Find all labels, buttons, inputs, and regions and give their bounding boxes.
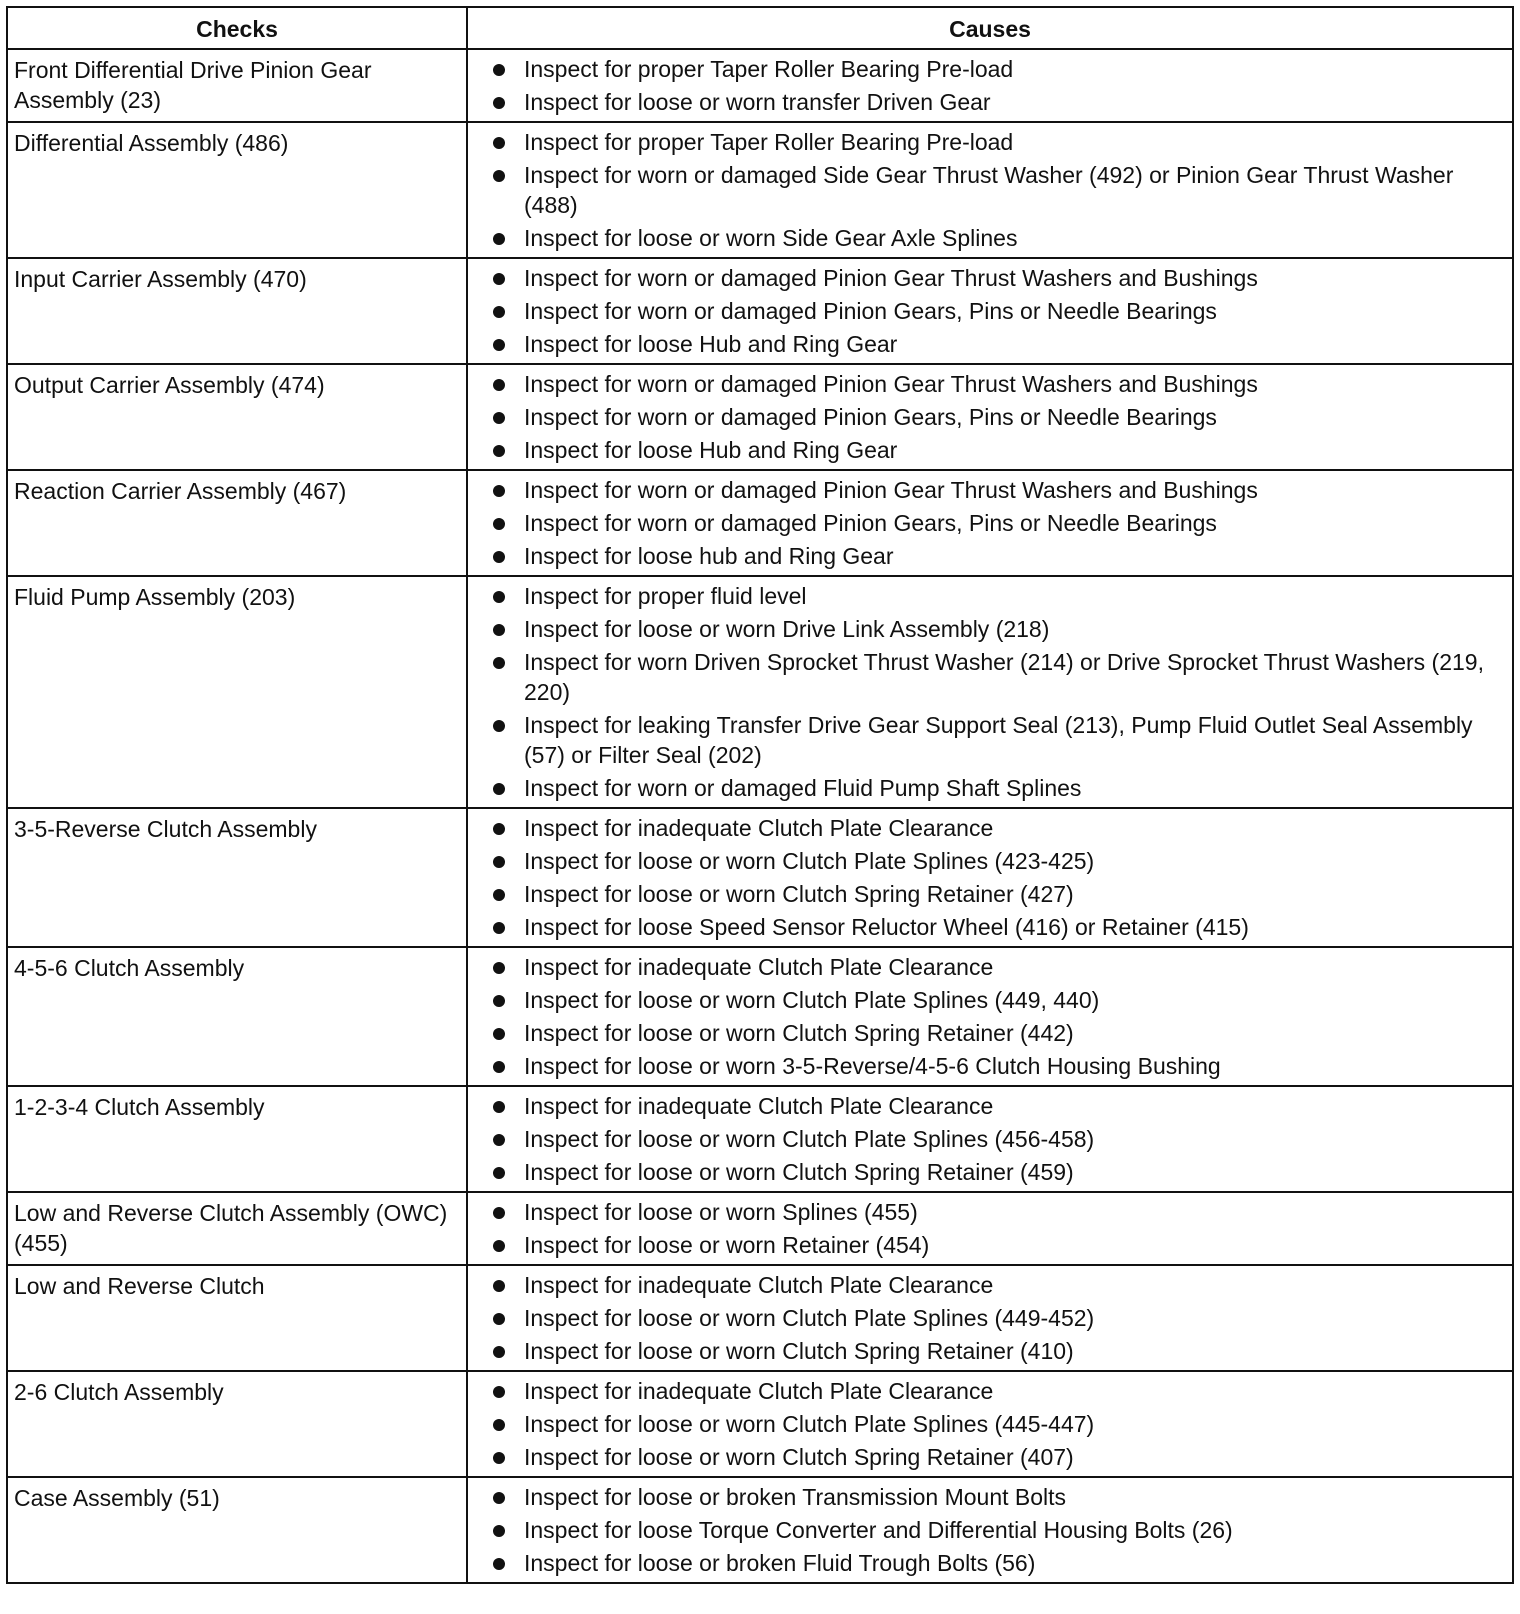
bullet-icon	[493, 518, 505, 530]
cause-item	[490, 581, 1506, 611]
check-cell: Front Differential Drive Pinion Gear Assembly (23)	[7, 49, 467, 122]
cause-item	[490, 223, 1506, 253]
cause-item	[490, 475, 1506, 505]
bullet-icon	[493, 657, 505, 669]
cause-item	[490, 912, 1506, 942]
check-cell: Case Assembly (51)	[7, 1477, 467, 1583]
table-row	[7, 1086, 1513, 1192]
cause-text: Inspect for worn or damaged Pinion Gear Thrust Washers and Bushings	[524, 477, 1258, 503]
check-cell: 2-6 Clutch Assembly	[7, 1371, 467, 1477]
bullet-icon	[493, 1386, 505, 1398]
bullet-icon	[493, 889, 505, 901]
causes-list	[490, 1091, 1506, 1187]
bullet-icon	[493, 551, 505, 563]
cause-item	[490, 1091, 1506, 1121]
cause-text: Inspect for proper fluid level	[524, 583, 807, 609]
table-row	[7, 1371, 1513, 1477]
bullet-icon	[493, 962, 505, 974]
bullet-icon	[493, 1167, 505, 1179]
table-body	[7, 49, 1513, 1583]
bullet-icon	[493, 273, 505, 285]
bullet-icon	[493, 64, 505, 76]
cause-text: Inspect for loose or worn Clutch Spring Retainer (410)	[524, 1338, 1074, 1364]
cause-text: Inspect for worn or damaged Pinion Gears, Pins or Needle Bearings	[524, 404, 1217, 430]
cause-item	[490, 329, 1506, 359]
cause-text: Inspect for inadequate Clutch Plate Clearance	[524, 815, 994, 841]
cause-text: Inspect for loose or worn transfer Driven Gear	[524, 89, 991, 115]
cause-item	[490, 1482, 1506, 1512]
bullet-icon	[493, 856, 505, 868]
cause-text: Inspect for loose or worn Clutch Plate Splines (449, 440)	[524, 987, 1100, 1013]
causes-list	[490, 127, 1506, 253]
cause-item	[490, 1515, 1506, 1545]
bullet-icon	[493, 233, 505, 245]
cause-text: Inspect for loose or worn Clutch Spring Retainer (427)	[524, 881, 1074, 907]
cause-item	[490, 1303, 1506, 1333]
cause-item	[490, 1336, 1506, 1366]
bullet-icon	[493, 445, 505, 457]
bullet-icon	[493, 1028, 505, 1040]
bullet-icon	[493, 591, 505, 603]
cause-text: Inspect for loose or worn Retainer (454)	[524, 1232, 930, 1258]
check-cell: 4-5-6 Clutch Assembly	[7, 947, 467, 1086]
check-cell: 1-2-3-4 Clutch Assembly	[7, 1086, 467, 1192]
check-cell: Low and Reverse Clutch	[7, 1265, 467, 1371]
cause-item	[490, 952, 1506, 982]
cause-text: Inspect for worn or damaged Pinion Gear Thrust Washers and Bushings	[524, 371, 1258, 397]
cause-item	[490, 1548, 1506, 1578]
causes-cell	[467, 258, 1513, 364]
causes-list	[490, 263, 1506, 359]
cause-text: Inspect for worn or damaged Side Gear Thrust Washer (492) or Pinion Gear Thrust Washer (488)	[524, 162, 1454, 218]
cause-text: Inspect for loose Torque Converter and Differential Housing Bolts (26)	[524, 1517, 1233, 1543]
bullet-icon	[493, 1280, 505, 1292]
cause-text: Inspect for leaking Transfer Drive Gear Support Seal (213), Pump Fluid Outlet Seal Assembly (57) or Filter Seal (202)	[524, 712, 1473, 768]
bullet-icon	[493, 823, 505, 835]
causes-cell	[467, 1265, 1513, 1371]
bullet-icon	[493, 1558, 505, 1570]
cause-text: Inspect for proper Taper Roller Bearing Pre-load	[524, 129, 1014, 155]
table-row	[7, 470, 1513, 576]
bullet-icon	[493, 783, 505, 795]
bullet-icon	[493, 1240, 505, 1252]
cause-item	[490, 879, 1506, 909]
causes-cell	[467, 947, 1513, 1086]
bullet-icon	[493, 1313, 505, 1325]
cause-text: Inspect for loose or worn Splines (455)	[524, 1199, 918, 1225]
cause-item	[490, 614, 1506, 644]
cause-item	[490, 508, 1506, 538]
cause-item	[490, 1157, 1506, 1187]
cause-item	[490, 1409, 1506, 1439]
cause-text: Inspect for loose or worn Clutch Spring Retainer (459)	[524, 1159, 1074, 1185]
bullet-icon	[493, 137, 505, 149]
cause-item	[490, 773, 1506, 803]
check-cell: Output Carrier Assembly (474)	[7, 364, 467, 470]
cause-text: Inspect for loose or worn Clutch Spring Retainer (407)	[524, 1444, 1074, 1470]
causes-list	[490, 54, 1506, 117]
cause-text: Inspect for worn or damaged Pinion Gears, Pins or Needle Bearings	[524, 510, 1217, 536]
table-row	[7, 808, 1513, 947]
cause-item	[490, 1376, 1506, 1406]
causes-list	[490, 581, 1506, 803]
causes-cell	[467, 364, 1513, 470]
table-row	[7, 1192, 1513, 1265]
table-row	[7, 258, 1513, 364]
causes-cell	[467, 1086, 1513, 1192]
causes-list	[490, 475, 1506, 571]
header-row	[7, 7, 1513, 49]
bullet-icon	[493, 170, 505, 182]
bullet-icon	[493, 1134, 505, 1146]
check-cell: Low and Reverse Clutch Assembly (OWC) (455)	[7, 1192, 467, 1265]
cause-item	[490, 160, 1506, 220]
bullet-icon	[493, 995, 505, 1007]
bullet-icon	[493, 1525, 505, 1537]
cause-item	[490, 985, 1506, 1015]
bullet-icon	[493, 1207, 505, 1219]
bullet-icon	[493, 485, 505, 497]
check-cell: Differential Assembly (486)	[7, 122, 467, 258]
bullet-icon	[493, 1452, 505, 1464]
causes-cell	[467, 470, 1513, 576]
cause-item	[490, 1270, 1506, 1300]
bullet-icon	[493, 306, 505, 318]
table-row	[7, 364, 1513, 470]
cause-item	[490, 296, 1506, 326]
cause-text: Inspect for loose Hub and Ring Gear	[524, 437, 898, 463]
cause-item	[490, 1124, 1506, 1154]
causes-cell	[467, 122, 1513, 258]
causes-cell	[467, 49, 1513, 122]
bullet-icon	[493, 720, 505, 732]
bullet-icon	[493, 1419, 505, 1431]
header-causes: Causes	[467, 7, 1513, 49]
cause-text: Inspect for loose or worn Clutch Plate Splines (423-425)	[524, 848, 1095, 874]
cause-text: Inspect for loose or worn Drive Link Assembly (218)	[524, 616, 1050, 642]
table-row	[7, 49, 1513, 122]
bullet-icon	[493, 412, 505, 424]
cause-item	[490, 369, 1506, 399]
checks-causes-table	[6, 6, 1514, 1584]
cause-item	[490, 402, 1506, 432]
table-row	[7, 576, 1513, 808]
causes-list	[490, 1197, 1506, 1260]
table-row	[7, 1477, 1513, 1583]
bullet-icon	[493, 379, 505, 391]
cause-text: Inspect for loose or broken Fluid Trough Bolts (56)	[524, 1550, 1036, 1576]
causes-cell	[467, 1371, 1513, 1477]
cause-item	[490, 54, 1506, 84]
bullet-icon	[493, 339, 505, 351]
bullet-icon	[493, 1061, 505, 1073]
bullet-icon	[493, 922, 505, 934]
cause-text: Inspect for loose or worn Clutch Plate Splines (445-447)	[524, 1411, 1095, 1437]
bullet-icon	[493, 1346, 505, 1358]
cause-item	[490, 710, 1506, 770]
cause-text: Inspect for loose or worn Side Gear Axle Splines	[524, 225, 1018, 251]
check-cell: 3-5-Reverse Clutch Assembly	[7, 808, 467, 947]
cause-item	[490, 813, 1506, 843]
causes-cell	[467, 576, 1513, 808]
check-cell: Reaction Carrier Assembly (467)	[7, 470, 467, 576]
header-checks: Checks	[7, 7, 467, 49]
cause-item	[490, 1197, 1506, 1227]
cause-item	[490, 435, 1506, 465]
causes-list	[490, 369, 1506, 465]
table-row	[7, 122, 1513, 258]
bullet-icon	[493, 1101, 505, 1113]
cause-text: Inspect for worn or damaged Fluid Pump Shaft Splines	[524, 775, 1082, 801]
cause-text: Inspect for inadequate Clutch Plate Clearance	[524, 1378, 994, 1404]
check-cell: Input Carrier Assembly (470)	[7, 258, 467, 364]
cause-text: Inspect for worn Driven Sprocket Thrust Washer (214) or Drive Sprocket Thrust Washers (219, 220)	[524, 649, 1484, 705]
cause-item	[490, 541, 1506, 571]
bullet-icon	[493, 1492, 505, 1504]
causes-list	[490, 952, 1506, 1081]
cause-text: Inspect for inadequate Clutch Plate Clearance	[524, 1093, 994, 1119]
causes-cell	[467, 808, 1513, 947]
cause-item	[490, 127, 1506, 157]
cause-item	[490, 1230, 1506, 1260]
cause-text: Inspect for inadequate Clutch Plate Clearance	[524, 954, 994, 980]
cause-text: Inspect for loose or broken Transmission Mount Bolts	[524, 1484, 1067, 1510]
cause-item	[490, 846, 1506, 876]
cause-text: Inspect for worn or damaged Pinion Gear Thrust Washers and Bushings	[524, 265, 1258, 291]
cause-text: Inspect for loose or worn Clutch Plate Splines (456-458)	[524, 1126, 1095, 1152]
bullet-icon	[493, 97, 505, 109]
causes-list	[490, 1482, 1506, 1578]
causes-cell	[467, 1192, 1513, 1265]
cause-text: Inspect for loose or worn Clutch Plate Splines (449-452)	[524, 1305, 1095, 1331]
cause-item	[490, 1018, 1506, 1048]
causes-list	[490, 1376, 1506, 1472]
cause-text: Inspect for inadequate Clutch Plate Clearance	[524, 1272, 994, 1298]
cause-text: Inspect for loose Speed Sensor Reluctor Wheel (416) or Retainer (415)	[524, 914, 1249, 940]
cause-text: Inspect for loose or worn Clutch Spring Retainer (442)	[524, 1020, 1074, 1046]
causes-list	[490, 1270, 1506, 1366]
cause-item	[490, 1051, 1506, 1081]
cause-text: Inspect for loose hub and Ring Gear	[524, 543, 894, 569]
cause-item	[490, 1442, 1506, 1472]
cause-text: Inspect for proper Taper Roller Bearing Pre-load	[524, 56, 1014, 82]
causes-list	[490, 813, 1506, 942]
table-row	[7, 1265, 1513, 1371]
cause-text: Inspect for loose or worn 3-5-Reverse/4-5-6 Clutch Housing Bushing	[524, 1053, 1221, 1079]
cause-text: Inspect for loose Hub and Ring Gear	[524, 331, 898, 357]
cause-item	[490, 263, 1506, 293]
check-cell: Fluid Pump Assembly (203)	[7, 576, 467, 808]
cause-item	[490, 647, 1506, 707]
causes-cell	[467, 1477, 1513, 1583]
table-row	[7, 947, 1513, 1086]
bullet-icon	[493, 624, 505, 636]
cause-item	[490, 87, 1506, 117]
cause-text: Inspect for worn or damaged Pinion Gears, Pins or Needle Bearings	[524, 298, 1217, 324]
